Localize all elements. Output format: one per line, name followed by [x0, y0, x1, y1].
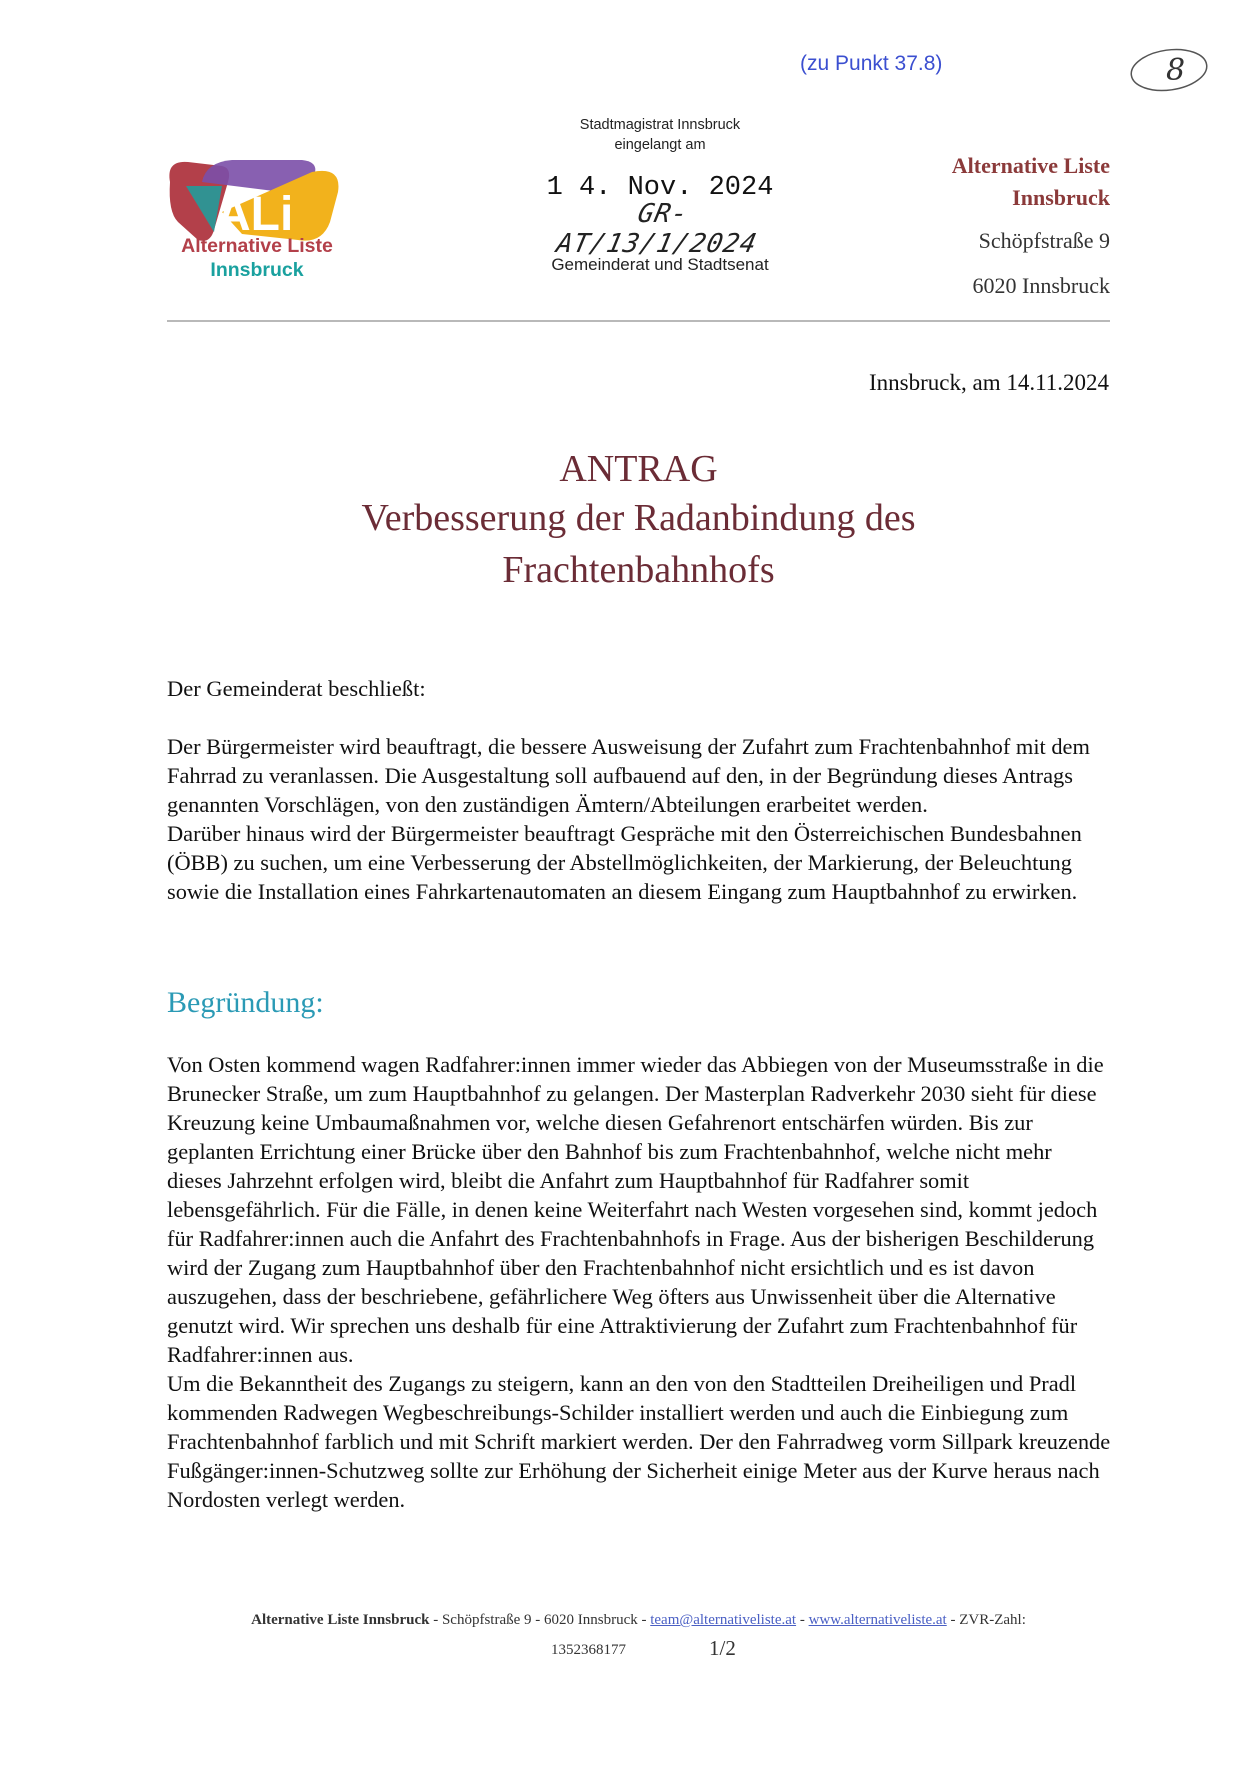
stamp-department: Gemeinderat und Stadtsenat — [551, 255, 769, 274]
header-divider — [167, 320, 1110, 322]
stamp-top-line1: Stadtmagistrat Innsbruck — [579, 117, 741, 133]
reasoning-text — [167, 1050, 1112, 1514]
page-mark-text: 8 — [1166, 53, 1186, 88]
handwritten-page-mark — [1128, 46, 1210, 94]
logo-caption-line1: Alternative Liste — [181, 235, 333, 257]
footer-address: - Schöpfstraße 9 - 6020 Innsbruck - — [429, 1612, 651, 1628]
reasoning-paragraph-2: Um die Bekanntheit des Zugangs zu steigern, kann an den von den Stadtteilen Dreiheiligen und Pradl kommenden Radwegen Wegbeschreibungs-Schilder installiert werden und auch die Einbiegung zum Frachtenbahnhof farblich und mit Schrift markiert werden. Der den Fahrradweg vorm Sillpark kreuzende Fußgänger:innen-Schutzweg sollte zur Erhöhung der Sicherheit einige Meter aus der Kurve heraus nach Nordosten verlegt werden. — [167, 1371, 1111, 1512]
footer-email-link[interactable]: team@alternativeliste.at — [650, 1612, 797, 1628]
stamp-authority — [540, 115, 780, 155]
title-line3: Frachtenbahnhofs — [502, 549, 775, 591]
resolution-intro: Der Gemeinderat beschließt: — [167, 676, 426, 701]
footer-org: Alternative Liste Innsbruck — [251, 1612, 430, 1628]
org-name — [952, 150, 1110, 214]
org-name-line2: Innsbruck — [1012, 185, 1110, 210]
document-date: Innsbruck, am 14.11.2024 — [869, 370, 1109, 395]
resolution-paragraph-1: Der Bürgermeister wird beauftragt, die bessere Ausweisung der Zufahrt zum Frachtenbahnhof mit dem Fahrrad zu veranlassen. Die Ausgestaltung soll aufbauend auf den, in der Begründung dieses Antrags genannten Vorschlägen, von den zuständigen Ämtern/Abteilungen erarbeitet werden. — [167, 734, 1090, 817]
reference-note: (zu Punkt 37.8) — [800, 52, 943, 75]
org-city: 6020 Innsbruck — [972, 273, 1110, 298]
document-title — [167, 446, 1110, 596]
receipt-stamp — [540, 115, 780, 275]
stamp-date: 1 4. Nov. 2024 — [546, 173, 774, 203]
footer — [167, 1612, 1110, 1629]
stamp-reference: GR-AT/13/1/2024 — [553, 199, 760, 259]
page-number: 1/2 — [709, 1636, 736, 1660]
logo-caption-line2: Innsbruck — [210, 259, 304, 281]
title-line1: ANTRAG — [559, 448, 718, 490]
stamp-top-line2: eingelangt am — [614, 137, 706, 153]
footer-zvr-number: 1352368177 — [551, 1642, 626, 1658]
reasoning-heading: Begründung: — [167, 986, 324, 1019]
footer-separator: - — [796, 1612, 809, 1628]
resolution-text — [167, 732, 1112, 906]
logo-caption — [162, 234, 352, 282]
resolution-paragraph-2: Darüber hinaus wird der Bürgermeister beauftragt Gespräche mit den Österreichischen Bundesbahnen (ÖBB) zu suchen, um eine Verbesserung der Abstellmöglichkeiten, der Markierung, der Beleuchtung sowie die Installation eines Fahrkartenautomaten an diesem Eingang zum Hauptbahnhof zu erwirken. — [167, 821, 1082, 904]
title-line2: Verbesserung der Radanbindung des — [361, 497, 916, 539]
logo-wordmark: ALi — [216, 188, 294, 241]
org-name-line1: Alternative Liste — [951, 153, 1110, 178]
footer-zvr-label: - ZVR-Zahl: — [946, 1612, 1026, 1628]
footer-website-link[interactable]: www.alternativeliste.at — [808, 1612, 947, 1628]
org-street: Schöpfstraße 9 — [978, 228, 1110, 253]
reasoning-paragraph-1: Von Osten kommend wagen Radfahrer:innen immer wieder das Abbiegen von der Museumsstraße in die Brunecker Straße, um zum Hauptbahnhof zu gelangen. Der Masterplan Radverkehr 2030 sieht für diese Kreuzung keine Umbaumaßnahmen vor, welche diesen Gefahrenort entschärfen würden. Bis zur geplanten Errichtung einer Brücke über den Bahnhof bis zum Frachtenbahnhof, welche nicht mehr dieses Jahrzehnt erfolgen wird, bleibt die Anfahrt zum Hauptbahnhof für Radfahrer somit lebensgefährlich. Für die Fälle, in denen keine Weiterfahrt nach Westen vorgesehen sind, kommt jedoch für Radfahrer:innen auch die Anfahrt des Frachtenbahnhofs in Frage. Aus der bisherigen Beschilderung wird der Zugang zum Hauptbahnhof über den Frachtenbahnhof nicht ersichtlich und es ist davon auszugehen, dass der beschriebene, gefährlichere Weg öfters aus Unwissenheit über die Alternative genutzt wird. Wir sprechen uns deshalb für eine Attraktivierung der Zufahrt zum Frachtenbahnhof für Radfahrer:innen aus. — [167, 1052, 1104, 1367]
